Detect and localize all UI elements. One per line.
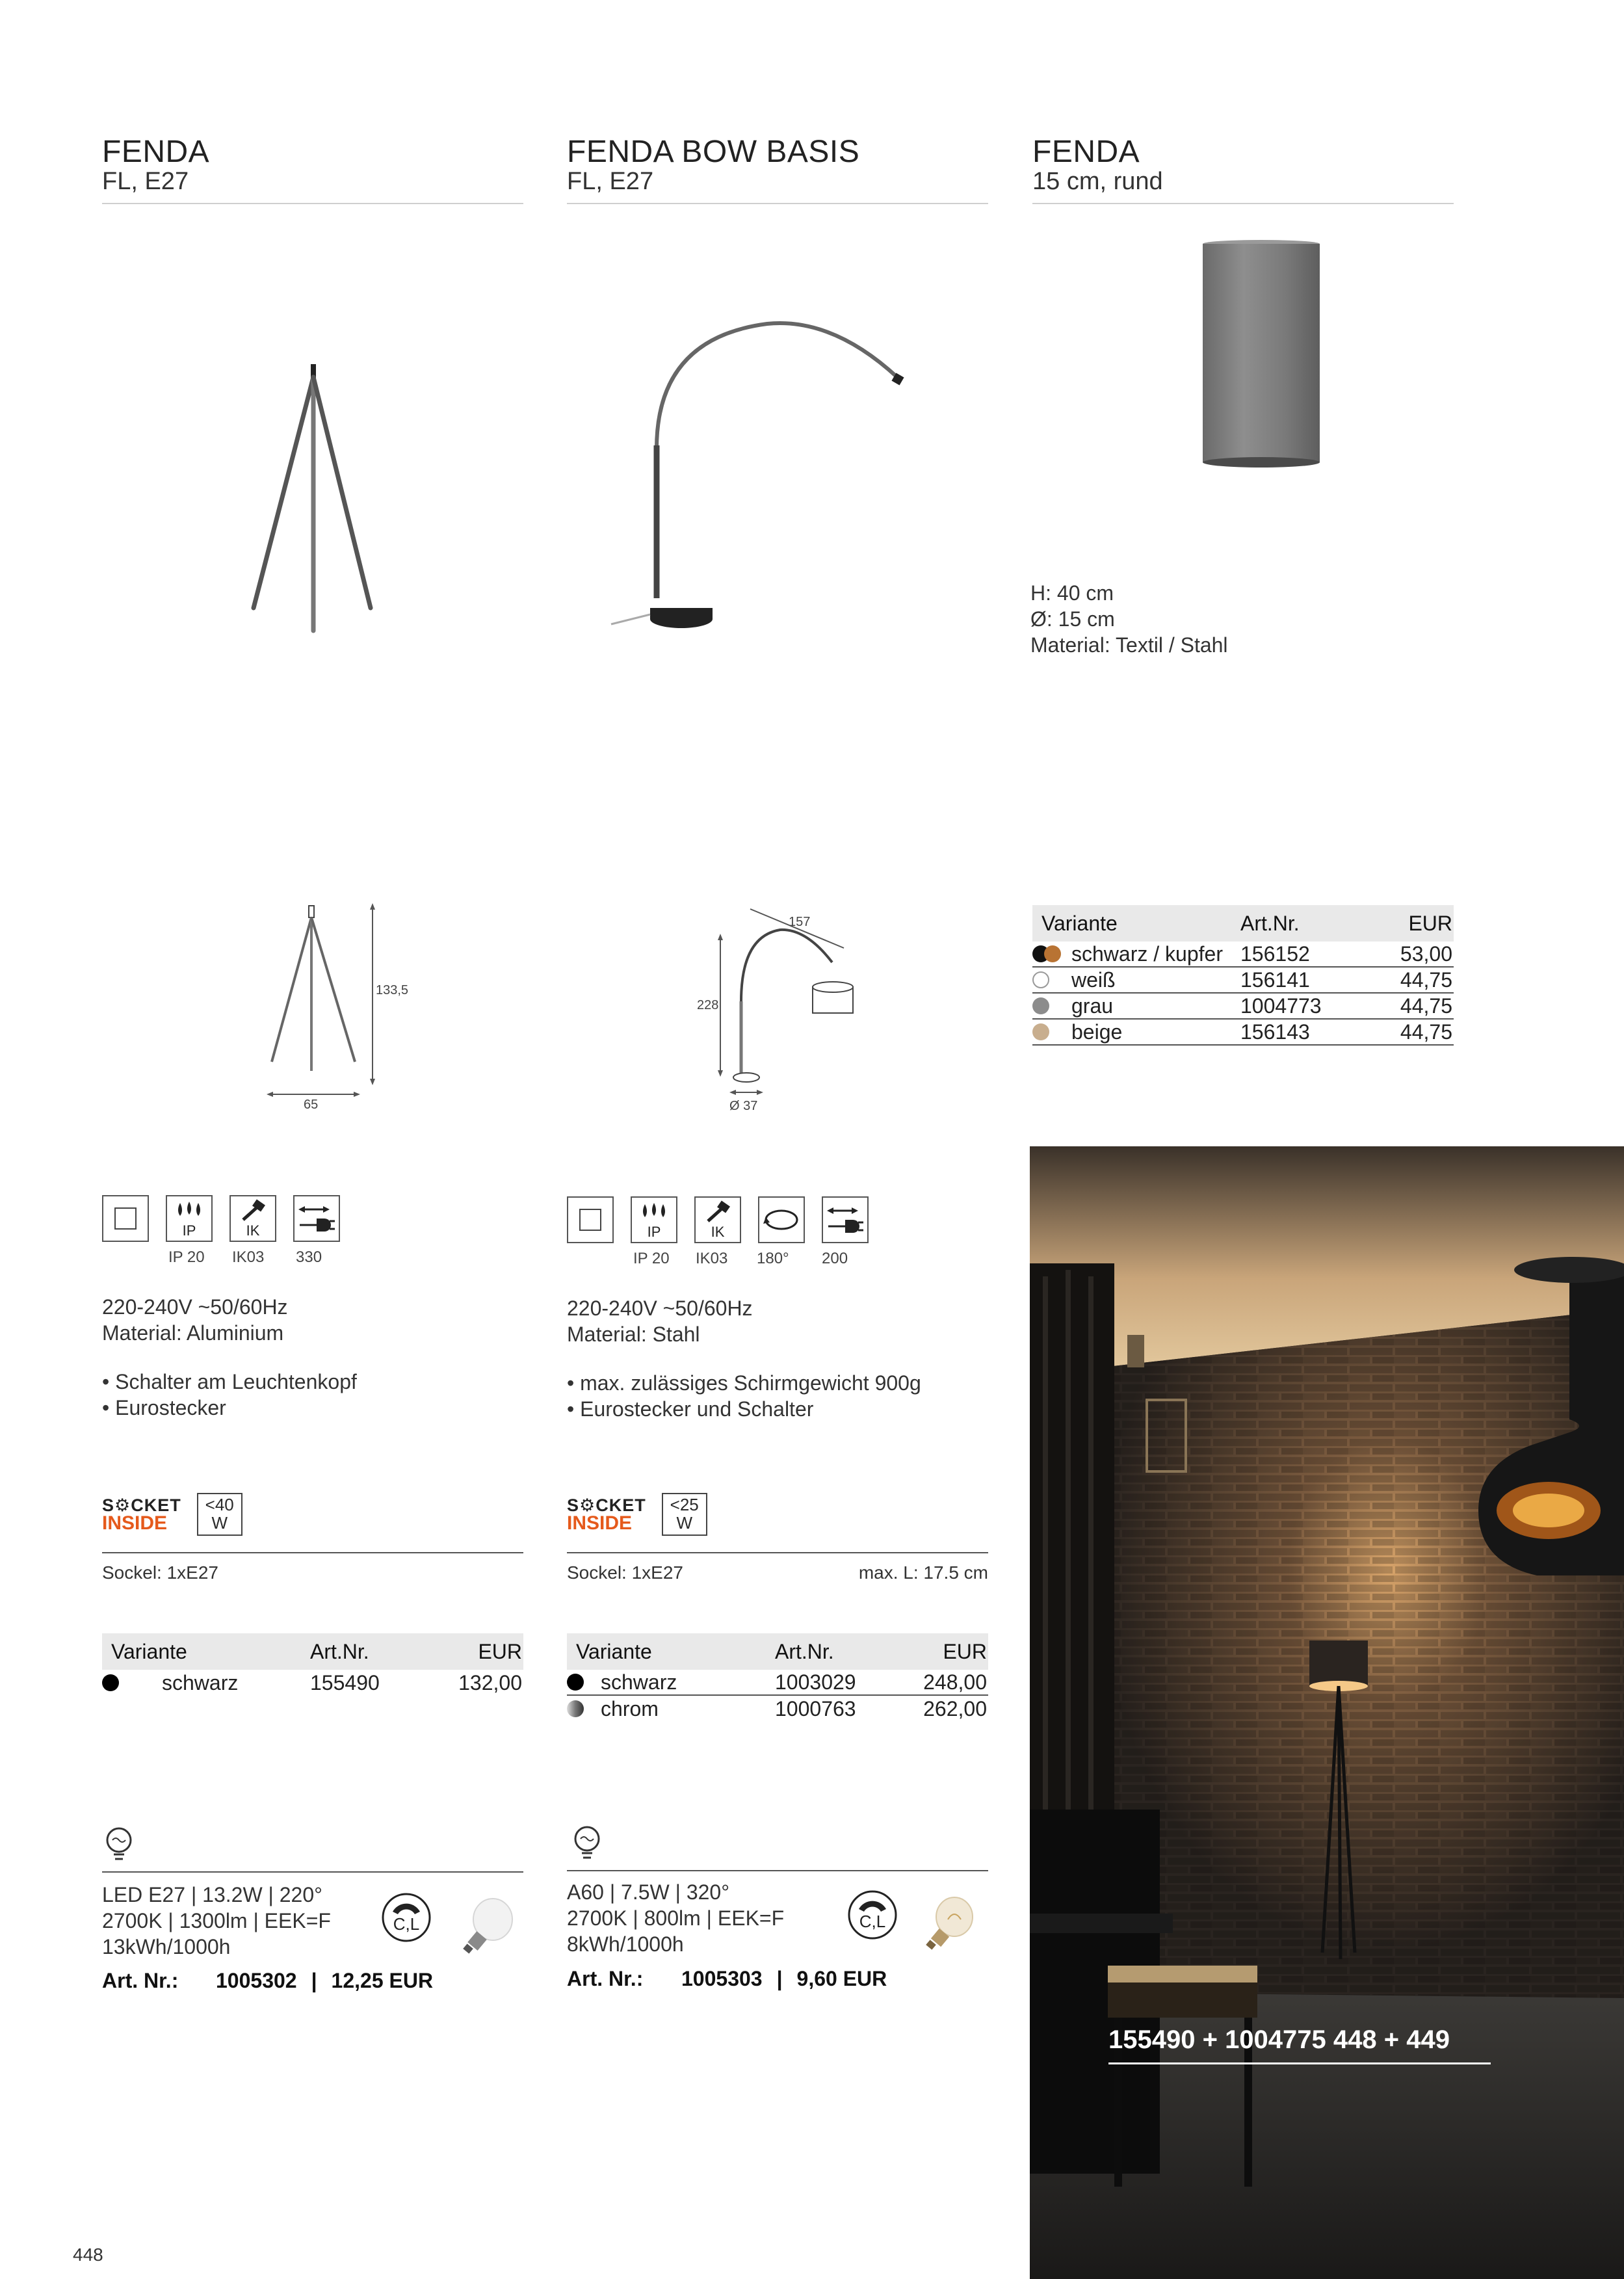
- page-number: 448: [73, 2245, 103, 2265]
- max-watt-badge: <40 W: [197, 1493, 242, 1536]
- dimension-drawing-bow: [702, 897, 871, 1112]
- dim-reach-label: 157: [789, 915, 811, 929]
- ik-value: IK03: [696, 1250, 728, 1267]
- bulb-article-line: Art. Nr.: 1005302 | 12,25 EUR: [102, 1969, 434, 1992]
- photo-caption: 155490 + 1004775 448 + 449: [1108, 2025, 1450, 2054]
- socket-inside-logo: S⚙CKET INSIDE: [102, 1495, 181, 1534]
- dimension-drawing-tripod: [260, 901, 429, 1115]
- filament-bulb-image: [917, 1891, 982, 1956]
- cable-length-icon: [822, 1196, 869, 1243]
- product-title: FENDA: [1032, 135, 1140, 169]
- ik-rating-icon: [694, 1196, 741, 1243]
- spec-icon-row: [102, 1195, 340, 1242]
- spec-material: Material: Stahl: [567, 1323, 700, 1346]
- table-row: schwarz 155490 132,00: [102, 1670, 523, 1696]
- spec-text: [102, 1294, 288, 1346]
- sockel-line: [102, 1562, 523, 1583]
- dim-height-label: 228: [697, 998, 719, 1012]
- table-row: schwarz 1003029 248,00: [567, 1670, 988, 1696]
- title-divider: [1032, 203, 1454, 204]
- ip-value: IP 20: [633, 1250, 670, 1267]
- bulb-icon: [104, 1826, 134, 1865]
- bulb-article-line: Art. Nr.: 1005303 | 9,60 EUR: [567, 1967, 887, 1990]
- socket-inside-badge: [567, 1493, 707, 1536]
- table-row: beige 156143 44,75: [1032, 1020, 1454, 1046]
- spec-text: [567, 1295, 753, 1347]
- swatch-beige: [1032, 1023, 1049, 1040]
- shade-specs: [1030, 580, 1228, 658]
- rotation-value: 180°: [757, 1250, 789, 1267]
- title-divider: [567, 203, 988, 204]
- feature-item: • Schalter am Leuchtenkopf: [102, 1370, 357, 1393]
- product-subtitle: 15 cm, rund: [1032, 168, 1163, 195]
- swatch-grey: [1032, 997, 1049, 1014]
- feature-item: • max. zulässiges Schirmgewicht 900g: [567, 1371, 921, 1395]
- ik-value: IK03: [232, 1248, 265, 1266]
- sockel-line: [567, 1562, 988, 1583]
- class-ii-icon: [102, 1195, 149, 1242]
- rotation-icon: [758, 1196, 805, 1243]
- swatch-white: [1032, 971, 1049, 988]
- feature-list: [102, 1369, 357, 1421]
- spec-material: Material: Textil / Stahl: [1030, 633, 1228, 657]
- energy-class-label: C,L: [393, 1914, 420, 1934]
- cable-length-icon: [293, 1195, 340, 1242]
- product-subtitle: FL, E27: [102, 168, 189, 195]
- product-image-shade: [1196, 237, 1326, 471]
- ambient-photo-scene: [1030, 1146, 1624, 2279]
- bulb-divider: [567, 1870, 988, 1871]
- sockel-text: Sockel: 1xE27: [102, 1562, 218, 1583]
- dim-height-label: 133,5: [376, 983, 409, 997]
- feature-item: • Eurostecker und Schalter: [567, 1397, 814, 1421]
- socket-inside-logo: S⚙CKET INSIDE: [567, 1495, 646, 1534]
- bulb-icon: [572, 1825, 602, 1864]
- spec-icon-row: [567, 1196, 869, 1243]
- spec-diameter: Ø: 15 cm: [1030, 607, 1115, 631]
- energy-class-label: C,L: [859, 1912, 886, 1931]
- swatch-black: [102, 1674, 119, 1691]
- swatch-chrome: [567, 1700, 584, 1717]
- ip-tag: IP: [182, 1222, 196, 1239]
- bulb-divider: [102, 1871, 523, 1873]
- table-row: grau 1004773 44,75: [1032, 994, 1454, 1020]
- sockel-text: Sockel: 1xE27: [567, 1562, 683, 1583]
- led-bulb-image: [455, 1893, 520, 1958]
- spec-voltage: 220-240V ~50/60Hz: [567, 1297, 753, 1320]
- max-watt-badge: <25 W: [662, 1493, 707, 1536]
- product-subtitle: FL, E27: [567, 168, 654, 195]
- feature-list: [567, 1370, 921, 1422]
- variant-table: [102, 1633, 523, 1696]
- dim-base-label: Ø 37: [729, 1099, 758, 1113]
- variant-table: [1032, 905, 1454, 1046]
- max-length-text: max. L: 17.5 cm: [858, 1562, 988, 1583]
- bulb-specs: LED E27 | 13.2W | 220° 2700K | 1300lm | EEK=F 13kWh/1000h: [102, 1883, 331, 1958]
- bulb-specs: A60 | 7.5W | 320° 2700K | 800lm | EEK=F 8kWh/1000h: [567, 1880, 785, 1956]
- variant-table-header: Variante Art.Nr. EUR: [1032, 905, 1454, 942]
- cable-value: 330: [296, 1248, 322, 1266]
- swatch-black: [567, 1674, 584, 1691]
- ik-tag: IK: [246, 1222, 260, 1239]
- dim-width-label: 65: [304, 1098, 319, 1112]
- product-title: FENDA: [102, 135, 210, 169]
- swatch-black-copper: [1032, 945, 1062, 962]
- spec-voltage: 220-240V ~50/60Hz: [102, 1295, 288, 1319]
- ambient-photo: [1030, 1146, 1624, 2279]
- socket-divider: [102, 1552, 523, 1553]
- socket-inside-badge: [102, 1493, 242, 1536]
- ik-tag: IK: [711, 1224, 725, 1240]
- ip-rating-icon: [166, 1195, 213, 1242]
- variant-table-header: Variante Art.Nr. EUR: [102, 1633, 523, 1670]
- feature-item: • Eurostecker: [102, 1396, 226, 1419]
- variant-table-header: Variante Art.Nr. EUR: [567, 1633, 988, 1670]
- spec-height: H: 40 cm: [1030, 581, 1114, 605]
- title-divider: [102, 203, 523, 204]
- ik-rating-icon: [229, 1195, 276, 1242]
- ip-rating-icon: [631, 1196, 677, 1243]
- product-image-bow: [605, 312, 917, 637]
- photo-caption-underline: [1108, 2062, 1491, 2064]
- table-row: chrom 1000763 262,00: [567, 1696, 988, 1722]
- product-image-tripod: [241, 358, 384, 637]
- product-title: FENDA BOW BASIS: [567, 135, 860, 169]
- variant-table: [567, 1633, 988, 1722]
- table-row: weiß 156141 44,75: [1032, 968, 1454, 994]
- ip-value: IP 20: [168, 1248, 205, 1266]
- cable-value: 200: [822, 1250, 848, 1267]
- spec-material: Material: Aluminium: [102, 1321, 284, 1345]
- table-row: schwarz / kupfer 156152 53,00: [1032, 942, 1454, 968]
- class-ii-icon: [567, 1196, 614, 1243]
- ip-tag: IP: [647, 1224, 661, 1240]
- socket-divider: [567, 1552, 988, 1553]
